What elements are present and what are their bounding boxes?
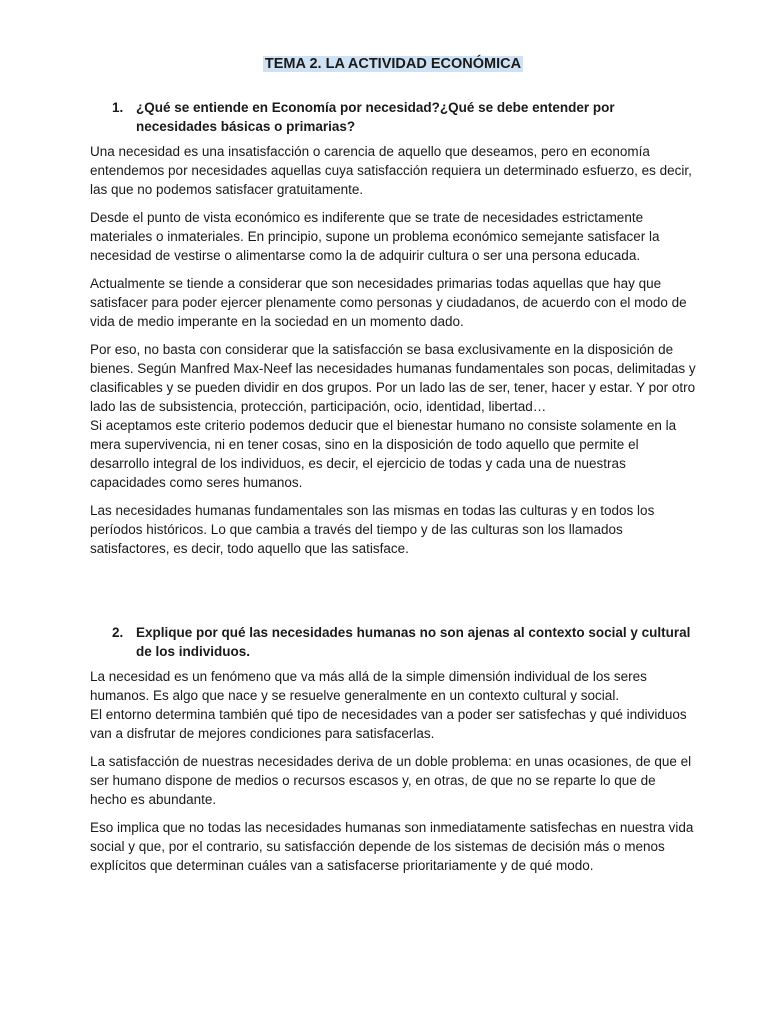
answer-1-paragraph-5: Si aceptamos este criterio podemos deducir que el bienestar humano no consiste solamente en la mera supervivencia, ni en tener cosas, sino en la disposición de todo aquello que permite el desarrollo integral de los individuos, es decir, el ejercicio de todas y cada una de nuestras capacidades como seres humanos. [90, 418, 677, 490]
question-2 [112, 623, 696, 661]
document-title-text: TEMA 2. LA ACTIVIDAD ECONÓMICA [264, 56, 522, 72]
answer-1-paragraph-2: Desde el punto de vista económico es indiferente que se trate de necesidades estrictamente materiales o inmateriales. En principio, supone un problema económico semejante satisfacer la necesidad de vestirse o alimentarse como la de adquirir cultura o ser una persona educada. [90, 210, 660, 263]
question-1 [112, 98, 696, 136]
section-spacer [90, 567, 696, 623]
answer-1-paragraph-4: Por eso, no basta con considerar que la satisfacción se basa exclusivamente en la disposición de bienes. Según Manfred Max-Neef las necesidades humanas fundamentales son pocas, delimitadas y clasificables y se pueden dividir en dos grupos. Por un lado las de ser, tener, hacer y estar. Y por otro lado las de subsistencia, protección, participación, ocio, identidad, libertad… [90, 342, 696, 414]
answer-1-paragraph-1: Una necesidad es una insatisfacción o carencia de aquello que deseamos, pero en economía entendemos por necesidades aquellas cuya satisfacción requiera un determinado esfuerzo, es decir, las que no podemos satisfacer gratuitamente. [90, 144, 692, 197]
answer-2-paragraph-1: La necesidad es un fenómeno que va más allá de la simple dimensión individual de los seres humanos. Es algo que nace y se resuelve generalmente en un contexto cultural y social. [90, 669, 647, 703]
question-2-text: Explique por qué las necesidades humanas no son ajenas al contexto social y cultural de los individuos. [136, 625, 691, 659]
answer-2-paragraph-4: Eso implica que no todas las necesidades humanas son inmediatamente satisfechas en nuestra vida social y que, por el contrario, su satisfacción depende de los sistemas de decisión más o menos explícitos que determinan cuáles van a satisfacerse prioritariamente y de qué modo. [90, 820, 694, 873]
answer-1-paragraph-3: Actualmente se tiende a considerar que son necesidades primarias todas aquellas que hay que satisfacer para poder ejercer plenamente como personas y ciudadanos, de acuerdo con el modo de vida de medio imperante en la sociedad en un momento dado. [90, 276, 687, 329]
answer-1-paragraph-6: Las necesidades humanas fundamentales son las mismas en todas las culturas y en todos los períodos históricos. Lo que cambia a través del tiempo y de las culturas son los llamados satisfactores, es decir, todo aquello que las satisface. [90, 503, 655, 556]
question-1-text: ¿Qué se entiende en Economía por necesidad?¿Qué se debe entender por necesidades básicas o primarias? [136, 100, 615, 134]
question-1-number: 1. [112, 100, 124, 115]
answer-2-paragraph-2: El entorno determina también qué tipo de necesidades van a poder ser satisfechas y qué individuos van a disfrutar de mejores condiciones para satisfacerlas. [90, 707, 687, 741]
document-title [90, 54, 696, 74]
answer-2-paragraph-3: La satisfacción de nuestras necesidades deriva de un doble problema: en unas ocasiones, de que el ser humano dispone de medios o recursos escasos y, en otras, de que no se reparte lo que de hecho es abundante. [90, 754, 692, 807]
question-2-number: 2. [112, 625, 124, 640]
